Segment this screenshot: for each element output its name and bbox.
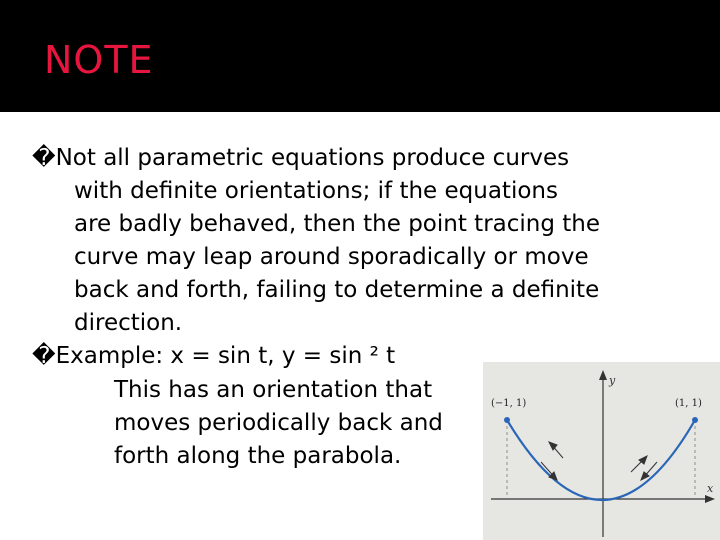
parabola-figure [483, 362, 720, 540]
left-endpoint [504, 417, 510, 423]
bullet-1-line-3: are badly behaved, then the point tracing the [74, 211, 601, 237]
bullet-2-line-1: �Example: x = sin t, y = sin ² t [32, 343, 396, 369]
x-axis-label: x [707, 482, 714, 495]
parabola-figure-svg [483, 362, 720, 540]
bullet-1-line-2: with definite orientations; if the equations [74, 178, 558, 204]
bullet-1-line-6: direction. [74, 310, 183, 336]
title-bar [0, 0, 720, 112]
bullet-2-line-4: forth along the parabola. [114, 443, 402, 469]
y-axis-label: y [609, 374, 616, 387]
bullet-marker-icon: � [32, 145, 56, 171]
bullet-marker-icon: � [32, 343, 56, 369]
right-endpoint [692, 417, 698, 423]
bullet-2-line-2: This has an orientation that [114, 377, 433, 403]
bullet-2-line-3: moves periodically back and [114, 410, 443, 436]
slide-title: NOTE [44, 38, 154, 82]
bullet-1-line-4: curve may leap around sporadically or move [74, 244, 589, 270]
left-point-label: (−1, 1) [491, 398, 527, 409]
right-point-label: (1, 1) [675, 398, 702, 409]
bullet-1-line-1: �Not all parametric equations produce curves [32, 145, 570, 171]
bullet-1-line-5: back and forth, failing to determine a definite [74, 277, 600, 303]
